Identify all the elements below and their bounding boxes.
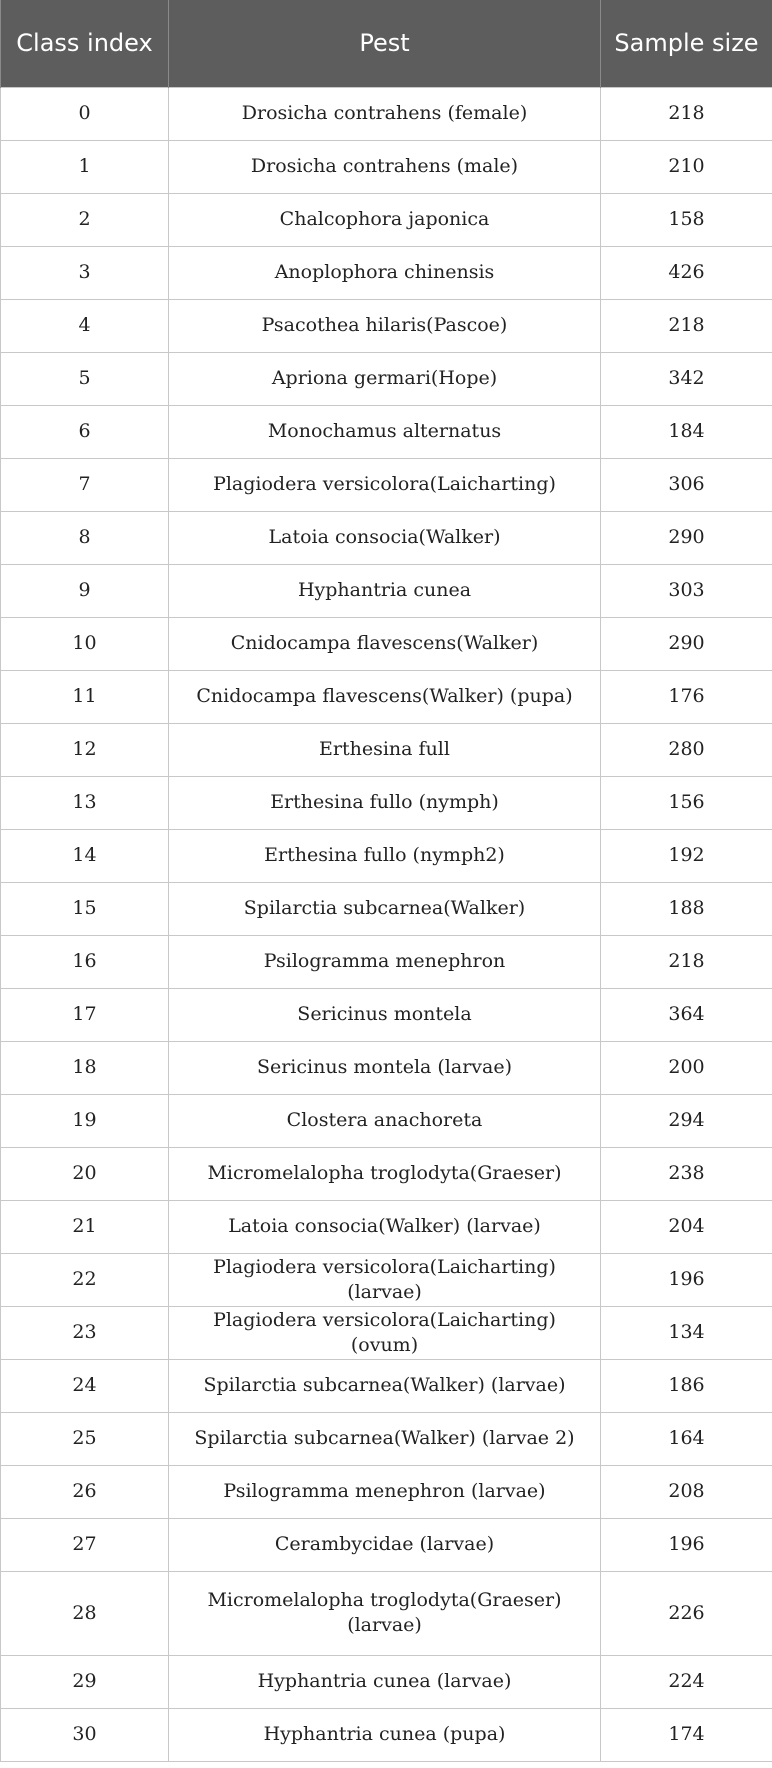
cell-sample-size: 238 bbox=[601, 1147, 772, 1200]
cell-pest: Plagiodera versicolora(Laicharting) (ovum) bbox=[169, 1306, 601, 1359]
table-row bbox=[1, 405, 772, 458]
table-row bbox=[1, 458, 772, 511]
table-row bbox=[1, 829, 772, 882]
header-sample-size: Sample size bbox=[601, 0, 772, 87]
cell-pest: Spilarctia subcarnea(Walker) bbox=[169, 882, 601, 935]
cell-sample-size: 342 bbox=[601, 352, 772, 405]
cell-class-index: 19 bbox=[1, 1094, 169, 1147]
cell-sample-size: 294 bbox=[601, 1094, 772, 1147]
cell-class-index: 18 bbox=[1, 1041, 169, 1094]
cell-pest: Sericinus montela (larvae) bbox=[169, 1041, 601, 1094]
table-row bbox=[1, 1147, 772, 1200]
header-class-index: Class index bbox=[1, 0, 169, 87]
table-row bbox=[1, 193, 772, 246]
table-row bbox=[1, 564, 772, 617]
cell-pest: Drosicha contrahens (male) bbox=[169, 140, 601, 193]
cell-pest: Cnidocampa flavescens(Walker) (pupa) bbox=[169, 670, 601, 723]
cell-class-index: 8 bbox=[1, 511, 169, 564]
cell-sample-size: 204 bbox=[601, 1200, 772, 1253]
cell-sample-size: 224 bbox=[601, 1655, 772, 1708]
cell-pest: Psilogramma menephron (larvae) bbox=[169, 1465, 601, 1518]
cell-class-index: 1 bbox=[1, 140, 169, 193]
cell-pest: Micromelalopha troglodyta(Graeser) bbox=[169, 1147, 601, 1200]
table-row bbox=[1, 1094, 772, 1147]
table-row bbox=[1, 299, 772, 352]
cell-class-index: 29 bbox=[1, 1655, 169, 1708]
cell-pest: Plagiodera versicolora(Laicharting) bbox=[169, 458, 601, 511]
table-row bbox=[1, 1518, 772, 1571]
cell-class-index: 6 bbox=[1, 405, 169, 458]
table-row bbox=[1, 670, 772, 723]
cell-sample-size: 210 bbox=[601, 140, 772, 193]
cell-sample-size: 192 bbox=[601, 829, 772, 882]
cell-pest: Monochamus alternatus bbox=[169, 405, 601, 458]
cell-sample-size: 188 bbox=[601, 882, 772, 935]
cell-sample-size: 290 bbox=[601, 511, 772, 564]
cell-sample-size: 186 bbox=[601, 1359, 772, 1412]
table-row bbox=[1, 1571, 772, 1655]
table-row bbox=[1, 882, 772, 935]
cell-class-index: 12 bbox=[1, 723, 169, 776]
cell-pest: Cerambycidae (larvae) bbox=[169, 1518, 601, 1571]
cell-class-index: 25 bbox=[1, 1412, 169, 1465]
cell-sample-size: 176 bbox=[601, 670, 772, 723]
cell-class-index: 24 bbox=[1, 1359, 169, 1412]
cell-pest: Apriona germari(Hope) bbox=[169, 352, 601, 405]
cell-class-index: 17 bbox=[1, 988, 169, 1041]
cell-sample-size: 196 bbox=[601, 1253, 772, 1306]
cell-pest: Anoplophora chinensis bbox=[169, 246, 601, 299]
table-row bbox=[1, 87, 772, 140]
cell-pest: Erthesina fullo (nymph2) bbox=[169, 829, 601, 882]
cell-pest: Psilogramma menephron bbox=[169, 935, 601, 988]
cell-class-index: 27 bbox=[1, 1518, 169, 1571]
cell-class-index: 10 bbox=[1, 617, 169, 670]
table-body bbox=[1, 87, 772, 1761]
cell-sample-size: 280 bbox=[601, 723, 772, 776]
cell-sample-size: 164 bbox=[601, 1412, 772, 1465]
table-row bbox=[1, 511, 772, 564]
cell-pest: Plagiodera versicolora(Laicharting) (larvae) bbox=[169, 1253, 601, 1306]
table-row bbox=[1, 935, 772, 988]
cell-pest: Psacothea hilaris(Pascoe) bbox=[169, 299, 601, 352]
cell-pest: Cnidocampa flavescens(Walker) bbox=[169, 617, 601, 670]
table-row bbox=[1, 776, 772, 829]
table-row bbox=[1, 1655, 772, 1708]
cell-class-index: 20 bbox=[1, 1147, 169, 1200]
table-row bbox=[1, 352, 772, 405]
cell-class-index: 7 bbox=[1, 458, 169, 511]
cell-class-index: 5 bbox=[1, 352, 169, 405]
cell-sample-size: 218 bbox=[601, 87, 772, 140]
cell-sample-size: 134 bbox=[601, 1306, 772, 1359]
cell-sample-size: 196 bbox=[601, 1518, 772, 1571]
cell-pest: Spilarctia subcarnea(Walker) (larvae) bbox=[169, 1359, 601, 1412]
table-row bbox=[1, 246, 772, 299]
table-row bbox=[1, 1412, 772, 1465]
table-row bbox=[1, 988, 772, 1041]
cell-sample-size: 218 bbox=[601, 935, 772, 988]
header-row bbox=[1, 0, 772, 87]
cell-pest: Micromelalopha troglodyta(Graeser) (larvae) bbox=[169, 1571, 601, 1655]
table-row bbox=[1, 1200, 772, 1253]
cell-sample-size: 218 bbox=[601, 299, 772, 352]
cell-pest: Latoia consocia(Walker) (larvae) bbox=[169, 1200, 601, 1253]
cell-class-index: 2 bbox=[1, 193, 169, 246]
table-row bbox=[1, 1041, 772, 1094]
cell-class-index: 0 bbox=[1, 87, 169, 140]
cell-sample-size: 306 bbox=[601, 458, 772, 511]
table-row bbox=[1, 723, 772, 776]
cell-class-index: 15 bbox=[1, 882, 169, 935]
cell-class-index: 28 bbox=[1, 1571, 169, 1655]
cell-pest: Erthesina fullo (nymph) bbox=[169, 776, 601, 829]
cell-class-index: 30 bbox=[1, 1708, 169, 1761]
cell-class-index: 14 bbox=[1, 829, 169, 882]
cell-sample-size: 184 bbox=[601, 405, 772, 458]
cell-sample-size: 364 bbox=[601, 988, 772, 1041]
cell-pest: Chalcophora japonica bbox=[169, 193, 601, 246]
cell-pest: Hyphantria cunea (larvae) bbox=[169, 1655, 601, 1708]
table-row bbox=[1, 617, 772, 670]
cell-class-index: 4 bbox=[1, 299, 169, 352]
cell-sample-size: 426 bbox=[601, 246, 772, 299]
cell-sample-size: 200 bbox=[601, 1041, 772, 1094]
header-pest: Pest bbox=[169, 0, 601, 87]
cell-sample-size: 156 bbox=[601, 776, 772, 829]
cell-pest: Drosicha contrahens (female) bbox=[169, 87, 601, 140]
cell-pest: Latoia consocia(Walker) bbox=[169, 511, 601, 564]
cell-class-index: 13 bbox=[1, 776, 169, 829]
cell-class-index: 9 bbox=[1, 564, 169, 617]
cell-class-index: 23 bbox=[1, 1306, 169, 1359]
table-row bbox=[1, 1253, 772, 1306]
cell-sample-size: 303 bbox=[601, 564, 772, 617]
cell-pest: Hyphantria cunea bbox=[169, 564, 601, 617]
cell-pest: Hyphantria cunea (pupa) bbox=[169, 1708, 601, 1761]
table-row bbox=[1, 1465, 772, 1518]
cell-pest: Sericinus montela bbox=[169, 988, 601, 1041]
cell-class-index: 21 bbox=[1, 1200, 169, 1253]
cell-sample-size: 208 bbox=[601, 1465, 772, 1518]
table-header bbox=[1, 0, 772, 87]
cell-class-index: 3 bbox=[1, 246, 169, 299]
cell-pest: Erthesina full bbox=[169, 723, 601, 776]
cell-sample-size: 174 bbox=[601, 1708, 772, 1761]
cell-sample-size: 290 bbox=[601, 617, 772, 670]
cell-pest: Spilarctia subcarnea(Walker) (larvae 2) bbox=[169, 1412, 601, 1465]
table-row bbox=[1, 1708, 772, 1761]
cell-sample-size: 158 bbox=[601, 193, 772, 246]
table-row bbox=[1, 140, 772, 193]
table-row bbox=[1, 1306, 772, 1359]
cell-pest: Clostera anachoreta bbox=[169, 1094, 601, 1147]
cell-class-index: 26 bbox=[1, 1465, 169, 1518]
cell-class-index: 16 bbox=[1, 935, 169, 988]
cell-sample-size: 226 bbox=[601, 1571, 772, 1655]
cell-class-index: 22 bbox=[1, 1253, 169, 1306]
cell-class-index: 11 bbox=[1, 670, 169, 723]
table-row bbox=[1, 1359, 772, 1412]
